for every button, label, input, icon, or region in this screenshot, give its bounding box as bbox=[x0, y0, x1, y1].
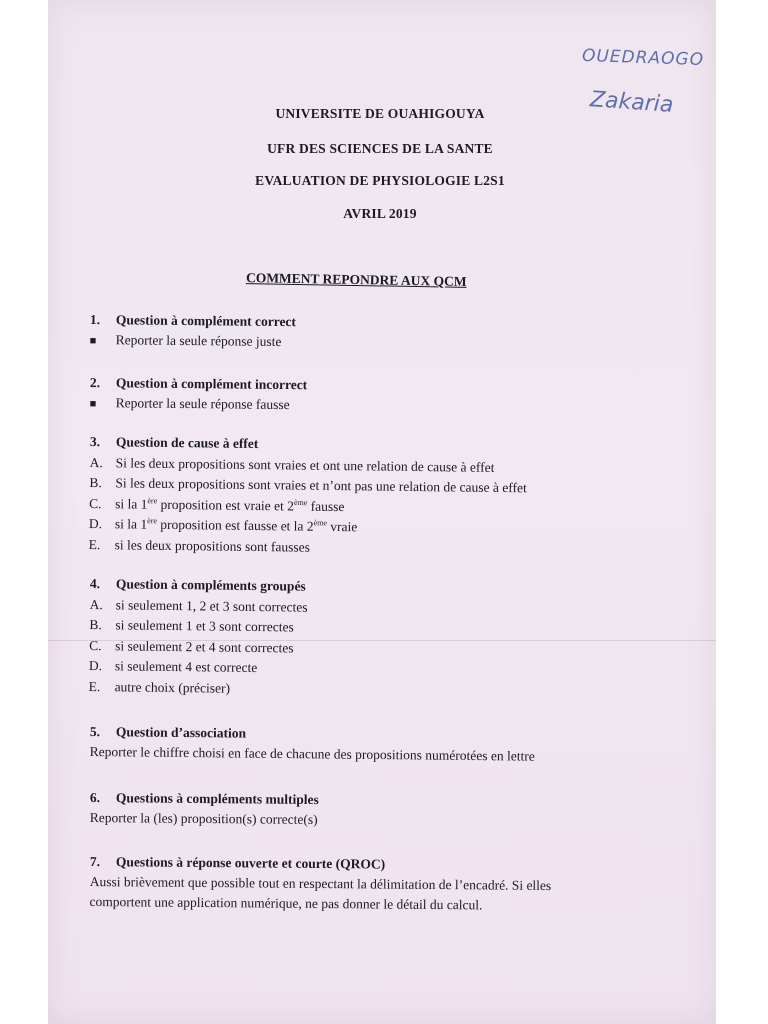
question-title: Question de cause à effet bbox=[115, 434, 259, 452]
question-number: 4. bbox=[89, 575, 101, 592]
option-letter: B. bbox=[89, 616, 102, 633]
instruction-text: comportent une application numérique, ne pas donner le détail du calcul. bbox=[89, 893, 483, 913]
question-number: 7. bbox=[89, 853, 101, 870]
question-type-2 bbox=[90, 373, 670, 419]
ordinal-suffix: ère bbox=[147, 516, 157, 526]
question-type-4 bbox=[88, 574, 669, 704]
option-text: fausse bbox=[307, 498, 345, 514]
option-letter: D. bbox=[88, 515, 103, 532]
option-letter: A. bbox=[89, 454, 103, 470]
option-text: si seulement 4 est correcte bbox=[114, 658, 258, 676]
question-title: Question à complément correct bbox=[115, 312, 297, 330]
option-text: vraie bbox=[326, 518, 358, 535]
question-title: Questions à réponse ouverte et courte (QROC) bbox=[115, 854, 386, 872]
bullet-icon: ■ bbox=[89, 397, 97, 411]
option-text: si seulement 1 et 3 sont correctes bbox=[115, 617, 294, 635]
instruction-text: Reporter la seule réponse fausse bbox=[115, 395, 290, 413]
option-text: proposition est fausse et la 2 bbox=[156, 516, 314, 534]
instruction-text: Reporter la (les) proposition(s) correcte(s) bbox=[89, 809, 318, 827]
question-number: 5. bbox=[89, 723, 101, 740]
question-type-7 bbox=[89, 852, 670, 917]
section-title: COMMENT REPONDRE AUX QCM bbox=[245, 270, 467, 289]
option-letter: C. bbox=[89, 637, 102, 653]
ordinal-suffix: ème bbox=[293, 497, 308, 507]
question-number: 1. bbox=[89, 311, 101, 328]
question-type-6 bbox=[90, 788, 670, 833]
exam-date: AVRIL 2019 bbox=[343, 206, 417, 221]
question-number: 2. bbox=[89, 374, 101, 391]
question-title: Question d’association bbox=[115, 724, 247, 741]
option-text: Si les deux propositions sont vraies et n’ont pas une relation de cause à effet bbox=[115, 475, 527, 496]
option-text: si la 1 bbox=[114, 516, 148, 532]
bullet-icon: ■ bbox=[89, 334, 97, 348]
handwritten-firstname: Zakaria bbox=[589, 87, 675, 118]
option-letter: A. bbox=[89, 596, 103, 612]
ordinal-suffix: ère bbox=[147, 495, 158, 505]
question-title: Question à complément incorrect bbox=[115, 375, 308, 393]
option-text: Si les deux propositions sont vraies et ont une relation de cause à effet bbox=[115, 454, 495, 475]
handwritten-surname: OUEDRAOGO bbox=[581, 45, 705, 71]
option-text: proposition est vraie et 2 bbox=[157, 496, 295, 513]
instruction-text: Aussi brièvement que possible tout en respectant la délimitation de l’encadré. Si elles bbox=[89, 873, 552, 894]
option-letter: C. bbox=[89, 495, 102, 511]
option-letter: D. bbox=[88, 657, 103, 674]
option-letter: E. bbox=[88, 536, 101, 552]
option-text: si les deux propositions sont fausses bbox=[114, 536, 311, 555]
question-title: Questions à compléments multiples bbox=[115, 790, 319, 807]
question-type-1 bbox=[90, 310, 670, 356]
question-type-5 bbox=[90, 722, 670, 768]
option-letter: E. bbox=[88, 678, 101, 694]
option-text: autre choix (préciser) bbox=[114, 678, 231, 696]
option-text: si la 1 bbox=[115, 495, 148, 512]
ordinal-suffix: ème bbox=[313, 518, 328, 528]
option-letter: B. bbox=[89, 474, 102, 491]
question-number: 6. bbox=[89, 789, 101, 806]
question-title: Question à compléments groupés bbox=[115, 576, 306, 594]
option-text: si seulement 2 et 4 sont correctes bbox=[115, 637, 294, 655]
instruction-text: Reporter la seule réponse juste bbox=[115, 332, 282, 350]
option-text: si seulement 1, 2 et 3 sont correctes bbox=[115, 596, 308, 615]
evaluation-title: EVALUATION DE PHYSIOLOGIE L2S1 bbox=[255, 173, 505, 188]
university-name: UNIVERSITE DE OUAHIGOUYA bbox=[275, 106, 485, 121]
ufr-name: UFR DES SCIENCES DE LA SANTE bbox=[267, 141, 493, 156]
instruction-text: Reporter le chiffre choisi en face de chacune des propositions numérotées en lettre bbox=[89, 743, 535, 764]
question-number: 3. bbox=[89, 433, 101, 450]
question-type-3 bbox=[88, 432, 669, 562]
